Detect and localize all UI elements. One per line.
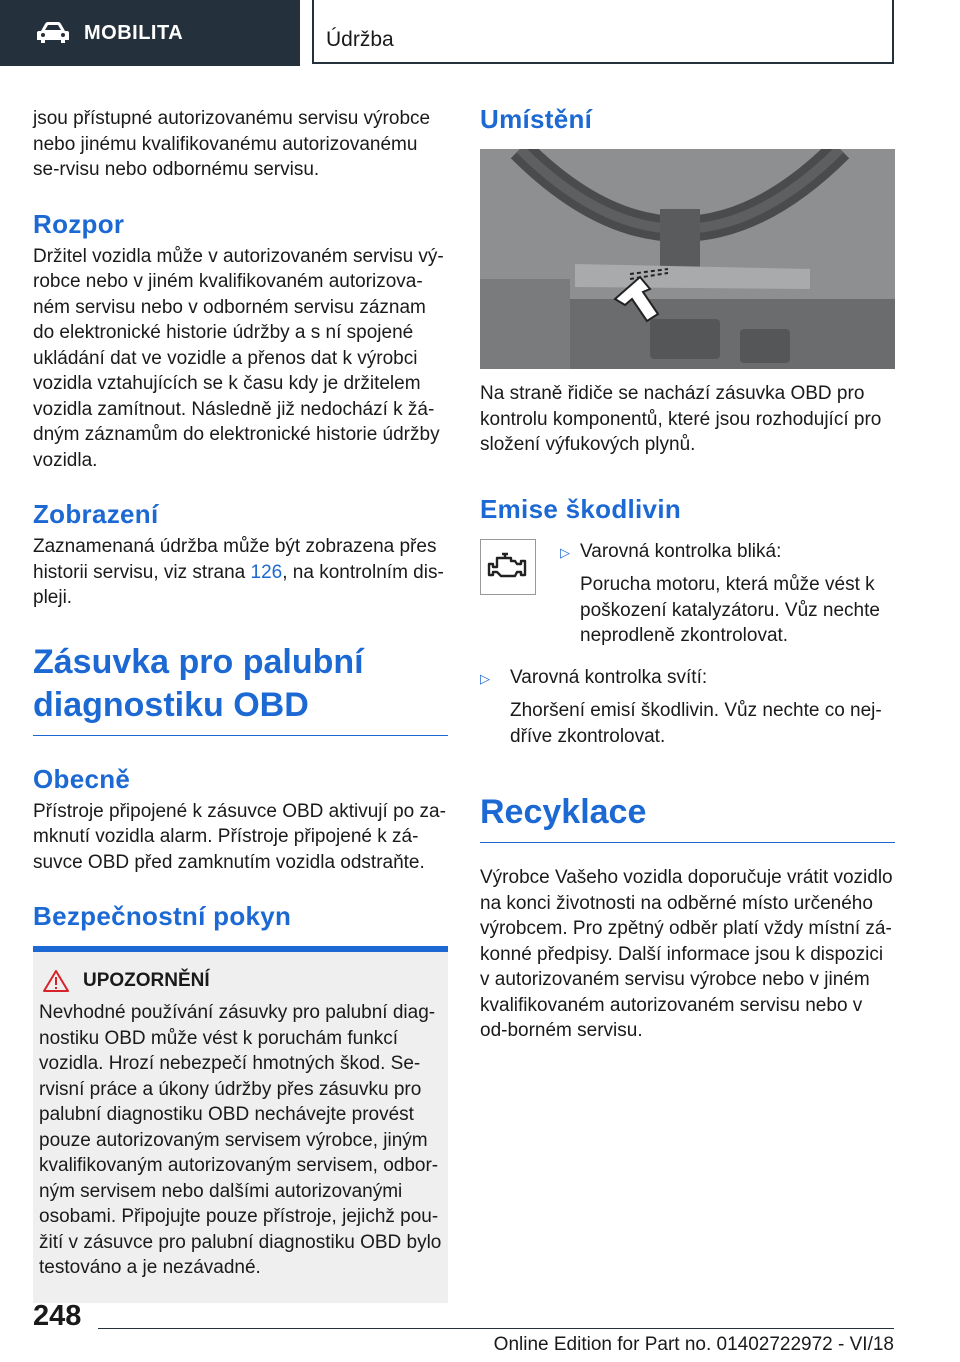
edition-note: Online Edition for Part no. 01402722972 - VI/18 (493, 1334, 894, 1355)
zobrazeni-paragraph (33, 534, 448, 611)
page-number: 248 (33, 1300, 82, 1332)
rozpor-paragraph: Držitel vozidla může v autorizovaném servisu vý-robce nebo v jiném kvalifikovaném autorizova-ném servisu nebo v odborném servisu záznam do elektronické historie údržby a s ní spojené ukládání dat ve vozidle a přenos dat k výrobci vozidla vztahujících se k času kdy je držitelem vozidla zamítnout. Následně již nedochází k žá-dným záznamům do elektronické historie údržby vozidla. (33, 245, 444, 471)
heading-recyklace: Recyklace (480, 793, 647, 831)
heading-emise: Emise škodlivin (480, 493, 682, 524)
bullet-body: Zhoršení emisí škodlivin. Vůz nechte co nej-dříve zkontrolovat. (510, 700, 882, 747)
dashboard-illustration (480, 149, 895, 369)
chapter-tab (0, 0, 300, 66)
bullet-triangle-icon: ▷ (480, 670, 490, 686)
left-column (33, 100, 448, 1303)
bullet-item (480, 665, 895, 750)
heading-rule (33, 735, 448, 736)
zobrazeni-text-pre: Zaznamenaná údržba může být zobrazena přes historii servisu, viz strana (33, 536, 437, 583)
right-column (480, 100, 895, 1044)
heading-rozpor: Rozpor (33, 208, 125, 239)
obecne-paragraph: Přístroje připojené k zásuvce OBD aktivují po za-mknutí vozidla alarm. Přístroje připojené k zá-suvce OBD před zamknutím vozidla odstraňte. (33, 800, 446, 873)
warning-label: UPOZORNĚNÍ (83, 970, 210, 991)
section-title: Údržba (326, 28, 394, 51)
chapter-label: MOBILITA (84, 21, 184, 44)
heading-rule (480, 842, 895, 843)
warning-header (43, 970, 442, 992)
warning-box (33, 946, 448, 1303)
heading-zobrazeni: Zobrazení (33, 499, 159, 529)
section-header (312, 0, 894, 64)
heading-obd-line1: Zásuvka pro palubní (33, 642, 364, 681)
check-engine-icon (487, 552, 529, 582)
heading-safety-note: Bezpečnostní pokyn (33, 901, 292, 931)
car-icon (36, 21, 70, 45)
page-reference-link[interactable]: 126 (250, 561, 283, 583)
emission-block (480, 539, 895, 649)
heading-obecne: Obecně (33, 763, 131, 794)
emission-bullets (560, 539, 895, 649)
heading-obd-line2: diagnostiku OBD (33, 685, 309, 724)
footer-rule (98, 1328, 894, 1329)
warning-paragraph: Nevhodné používání zásuvky pro palubní diag-nostiku OBD může vést k poruchám funkcí vozidla. Hrozí nebezpečí hmotných škod. Se-rvisní práce a úkony údržby přes zásuvku pro palubní diagnostiku OBD nechávejte provést pouze autorizovaným servisem výrobce, jiným kvalifikovaným autorizovaným servisem, odbor-ným servisem nebo dalšími autorizovanými osobami. Připojujte pouze přístroje, jejichž pou-žití v zásuvce pro palubní diagnostiku OBD bylo testováno a je nezávadné. (39, 1002, 442, 1278)
umisteni-paragraph: Na straně řidiče se nachází zásuvka OBD pro kontrolu komponentů, které jsou rozhodující pro složení výfukových plynů. (480, 383, 882, 455)
bullet-head: Varovná kontrolka svítí: (510, 666, 708, 688)
bullet-triangle-icon: ▷ (560, 544, 570, 560)
heading-obd-socket (33, 641, 448, 727)
engine-warning-lamp (480, 539, 536, 595)
recyklace-paragraph: Výrobce Vašeho vozidla doporučuje vrátit vozidlo na konci životnosti na odběrné místo určeného výrobcem. Pro zpětný odběr platí vždy místní zá-konné předpisy. Další informace jsou k dispozici v autorizovaném servisu výrobce nebo v jiném kvalifikovaném autorizovaném servisu nebo v od-borném servisu. (480, 867, 893, 1041)
bullet-body: Porucha motoru, která může vést k poškození katalyzátoru. Vůz nechte neprodleně zkontrolovat. (580, 574, 880, 646)
intro-paragraph: jsou přístupné autorizovanému servisu výrobce nebo jinému kvalifikovanému autorizovanému se-rvisu nebo odbornému servisu. (33, 108, 431, 180)
bullet-item (560, 539, 895, 649)
obd-location-photo (480, 149, 895, 369)
warning-triangle-icon (43, 970, 69, 992)
zobrazeni-text-post: , na kontrolním dis-pleji. (33, 561, 444, 608)
heading-umisteni: Umístění (480, 104, 593, 134)
bullet-head: Varovná kontrolka bliká: (580, 540, 782, 562)
